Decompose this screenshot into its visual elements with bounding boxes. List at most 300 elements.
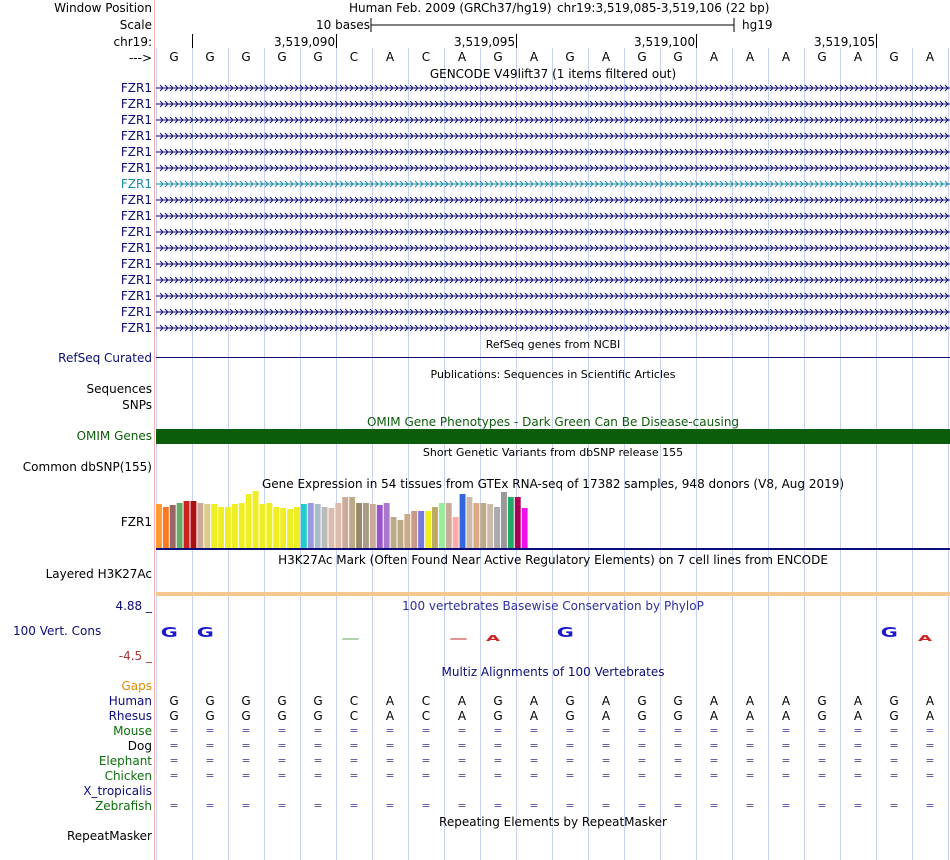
gtex-tissue-bar[interactable] bbox=[487, 504, 493, 548]
gtex-tissue-bar[interactable] bbox=[480, 503, 486, 548]
gtex-tissue-bar[interactable] bbox=[177, 503, 183, 548]
alignment-match: = bbox=[925, 739, 935, 752]
gtex-tissue-bar[interactable] bbox=[253, 491, 259, 548]
alignment-base: C bbox=[349, 709, 359, 723]
gtex-tissue-bar[interactable] bbox=[301, 504, 307, 548]
transcript-strand-arrows bbox=[156, 114, 950, 126]
gaps-label: Gaps bbox=[121, 679, 152, 693]
scale-label: Scale bbox=[119, 18, 152, 32]
reference-base: A bbox=[529, 50, 539, 64]
species-label[interactable]: Chicken bbox=[104, 769, 152, 783]
alignment-base: A bbox=[601, 709, 611, 723]
alignment-match: = bbox=[385, 754, 395, 767]
gtex-tissue-bar[interactable] bbox=[460, 494, 466, 548]
transcript-strand-arrows bbox=[156, 306, 950, 318]
alignment-match: = bbox=[457, 739, 467, 752]
alignment-match: = bbox=[169, 739, 179, 752]
publications-sequences-label[interactable]: Sequences bbox=[86, 382, 152, 396]
alignment-base: G bbox=[493, 694, 503, 708]
publications-title[interactable]: Publications: Sequences in Scientific Articles bbox=[430, 368, 676, 381]
transcript-strand-arrows bbox=[156, 82, 950, 94]
alignment-match: = bbox=[565, 724, 575, 737]
gtex-tissue-bar[interactable] bbox=[356, 503, 362, 548]
alignment-match: = bbox=[853, 799, 863, 812]
gtex-gene-label[interactable]: FZR1 bbox=[120, 515, 152, 529]
gtex-tissue-bar[interactable] bbox=[370, 504, 376, 548]
alignment-match: = bbox=[313, 724, 323, 737]
gencode-title[interactable]: GENCODE V49lift37 (1 items filtered out) bbox=[429, 67, 677, 81]
transcript-strand-arrows bbox=[156, 258, 950, 270]
alignment-match: = bbox=[349, 739, 359, 752]
reference-base: G bbox=[241, 50, 251, 64]
gtex-tissue-bar[interactable] bbox=[473, 503, 479, 548]
gtex-tissue-bar[interactable] bbox=[439, 503, 445, 548]
alignment-base: G bbox=[169, 694, 179, 708]
alignment-match: = bbox=[709, 769, 719, 782]
reference-base: G bbox=[169, 50, 179, 64]
alignment-base: G bbox=[205, 709, 215, 723]
gtex-tissue-bar[interactable] bbox=[260, 504, 266, 548]
alignment-match: = bbox=[745, 724, 755, 737]
gtex-tissue-bar[interactable] bbox=[467, 497, 473, 548]
gtex-tissue-bar[interactable] bbox=[453, 517, 459, 548]
alignment-base: A bbox=[781, 694, 791, 708]
alignment-base: C bbox=[421, 694, 431, 708]
reference-base: A bbox=[781, 50, 791, 64]
alignment-match: = bbox=[709, 799, 719, 812]
alignment-base: G bbox=[817, 694, 827, 708]
transcript-strand-arrows bbox=[156, 226, 950, 238]
alignment-match: = bbox=[241, 739, 251, 752]
reference-base: G bbox=[817, 50, 827, 64]
alignment-match: = bbox=[241, 769, 251, 782]
alignment-base: A bbox=[529, 694, 539, 708]
alignment-base: G bbox=[313, 694, 323, 708]
alignment-match: = bbox=[673, 799, 683, 812]
gencode-item-label[interactable]: FZR1 bbox=[120, 225, 152, 239]
gencode-item-label[interactable]: FZR1 bbox=[120, 97, 152, 111]
alignment-match: = bbox=[529, 799, 539, 812]
alignment-base: G bbox=[169, 709, 179, 723]
alignment-base: G bbox=[241, 709, 251, 723]
alignment-match: = bbox=[349, 799, 359, 812]
alignment-match: = bbox=[565, 769, 575, 782]
gtex-tissue-bar[interactable] bbox=[156, 504, 162, 548]
alignment-match: = bbox=[673, 754, 683, 767]
gtex-tissue-bar[interactable] bbox=[335, 503, 341, 548]
ruler-tick bbox=[696, 34, 697, 48]
gencode-item-label[interactable]: FZR1 bbox=[120, 193, 152, 207]
alignment-match: = bbox=[385, 739, 395, 752]
alignment-match: = bbox=[457, 724, 467, 737]
alignment-match: = bbox=[205, 739, 215, 752]
gencode-item-label[interactable]: FZR1 bbox=[120, 81, 152, 95]
alignment-match: = bbox=[313, 799, 323, 812]
window-position-label: Window Position bbox=[54, 1, 152, 15]
gtex-tissue-bar[interactable] bbox=[349, 497, 355, 548]
alignment-match: = bbox=[601, 724, 611, 737]
alignment-base: A bbox=[709, 709, 719, 723]
gtex-tissue-bar[interactable] bbox=[163, 507, 169, 548]
alignment-match: = bbox=[349, 769, 359, 782]
cons-base: A bbox=[485, 634, 501, 644]
ruler-tick bbox=[192, 34, 193, 48]
refseq-label[interactable]: RefSeq Curated bbox=[58, 351, 152, 365]
db-label: hg19 bbox=[742, 18, 773, 32]
alignment-base: G bbox=[817, 709, 827, 723]
alignment-match: = bbox=[529, 769, 539, 782]
species-label[interactable]: Mouse bbox=[113, 724, 152, 738]
ruler-tick-label: 3,519,105 bbox=[814, 35, 876, 49]
gtex-tissue-bar[interactable] bbox=[218, 507, 224, 548]
gencode-item-label[interactable]: FZR1 bbox=[120, 257, 152, 271]
multiz-title[interactable]: Multiz Alignments of 100 Vertebrates bbox=[441, 665, 665, 679]
alignment-match: = bbox=[781, 769, 791, 782]
alignment-base: A bbox=[745, 709, 755, 723]
alignment-match: = bbox=[925, 724, 935, 737]
reference-base: G bbox=[565, 50, 575, 64]
gtex-tissue-bar[interactable] bbox=[232, 504, 238, 548]
alignment-match: = bbox=[781, 754, 791, 767]
gencode-transcript[interactable] bbox=[156, 274, 950, 286]
alignment-match: = bbox=[313, 769, 323, 782]
alignment-match: = bbox=[817, 754, 827, 767]
gtex-tissue-bar[interactable] bbox=[225, 507, 231, 548]
gtex-tissue-bar[interactable] bbox=[411, 511, 417, 548]
gencode-item-label[interactable]: FZR1 bbox=[120, 129, 152, 143]
cons-base: — bbox=[341, 634, 360, 644]
gtex-tissue-bar[interactable] bbox=[170, 505, 176, 548]
alignment-match: = bbox=[313, 739, 323, 752]
alignment-match: = bbox=[457, 754, 467, 767]
alignment-match: = bbox=[853, 739, 863, 752]
gencode-item-label[interactable]: FZR1 bbox=[120, 289, 152, 303]
repeatmasker-title[interactable]: Repeating Elements by RepeatMasker bbox=[439, 815, 667, 829]
gtex-tissue-bar[interactable] bbox=[432, 507, 438, 548]
alignment-match: = bbox=[493, 739, 503, 752]
alignment-match: = bbox=[457, 769, 467, 782]
h3k27ac-title[interactable]: H3K27Ac Mark (Often Found Near Active Regulatory Elements) on 7 cell lines from ENCODE bbox=[278, 553, 828, 567]
gencode-transcript[interactable] bbox=[156, 146, 950, 158]
gtex-tissue-bar[interactable] bbox=[246, 494, 252, 548]
gtex-tissue-bar[interactable] bbox=[329, 508, 335, 548]
alignment-match: = bbox=[421, 724, 431, 737]
gencode-transcript[interactable] bbox=[156, 178, 950, 190]
alignment-match: = bbox=[421, 769, 431, 782]
omim-label[interactable]: OMIM Genes bbox=[76, 429, 152, 443]
transcript-strand-arrows bbox=[156, 274, 950, 286]
alignment-base: G bbox=[205, 694, 215, 708]
gtex-tissue-bar[interactable] bbox=[363, 503, 369, 548]
gencode-item-label[interactable]: FZR1 bbox=[120, 305, 152, 319]
gtex-tissue-bar[interactable] bbox=[446, 503, 452, 548]
track-image-area[interactable] bbox=[156, 0, 950, 860]
alignment-base: A bbox=[745, 694, 755, 708]
gtex-tissue-bar[interactable] bbox=[191, 501, 197, 548]
alignment-base: G bbox=[889, 694, 899, 708]
gtex-tissue-bar[interactable] bbox=[308, 503, 314, 548]
alignment-base: C bbox=[349, 694, 359, 708]
alignment-base: A bbox=[709, 694, 719, 708]
gtex-tissue-bar[interactable] bbox=[273, 507, 279, 548]
strand-arrow-label[interactable]: ---> bbox=[128, 51, 152, 65]
alignment-match: = bbox=[745, 769, 755, 782]
alignment-base: G bbox=[493, 709, 503, 723]
alignment-match: = bbox=[493, 799, 503, 812]
scale-text: 10 bases bbox=[316, 18, 370, 32]
alignment-match: = bbox=[565, 799, 575, 812]
alignment-base: A bbox=[385, 694, 395, 708]
cons-base: G bbox=[556, 626, 574, 641]
alignment-match: = bbox=[889, 799, 899, 812]
gtex-tissue-bar[interactable] bbox=[425, 511, 431, 548]
transcript-strand-arrows bbox=[156, 290, 950, 302]
gtex-tissue-bar[interactable] bbox=[342, 497, 348, 548]
transcript-strand-arrows bbox=[156, 130, 950, 142]
cons-base: G bbox=[880, 626, 898, 641]
alignment-match: = bbox=[565, 739, 575, 752]
alignment-base: G bbox=[673, 709, 683, 723]
gencode-item-label[interactable]: FZR1 bbox=[120, 177, 152, 191]
alignment-match: = bbox=[817, 739, 827, 752]
publications-snps-label[interactable]: SNPs bbox=[122, 398, 152, 412]
alignment-match: = bbox=[745, 754, 755, 767]
alignment-base: A bbox=[457, 694, 467, 708]
alignment-match: = bbox=[817, 724, 827, 737]
cons-label[interactable]: 100 Vert. Cons bbox=[13, 624, 102, 638]
alignment-match: = bbox=[241, 724, 251, 737]
alignment-match: = bbox=[421, 799, 431, 812]
transcript-strand-arrows bbox=[156, 242, 950, 254]
gencode-transcript[interactable] bbox=[156, 226, 950, 238]
reference-base: C bbox=[421, 50, 431, 64]
gtex-tissue-bar[interactable] bbox=[377, 505, 383, 548]
gencode-transcript[interactable] bbox=[156, 306, 950, 318]
species-label[interactable]: Dog bbox=[127, 739, 152, 753]
track-label-column bbox=[0, 0, 155, 860]
alignment-match: = bbox=[673, 724, 683, 737]
species-label[interactable]: Rhesus bbox=[108, 709, 152, 723]
gtex-tissue-bar[interactable] bbox=[398, 520, 404, 548]
h3k27ac-label[interactable]: Layered H3K27Ac bbox=[45, 567, 152, 581]
gencode-transcript[interactable] bbox=[156, 322, 950, 334]
alignment-base: C bbox=[421, 709, 431, 723]
repeatmasker-label[interactable]: RepeatMasker bbox=[66, 829, 152, 843]
gtex-tissue-bar[interactable] bbox=[315, 504, 321, 548]
gencode-item-label[interactable]: FZR1 bbox=[120, 145, 152, 159]
gtex-tissue-bar[interactable] bbox=[280, 508, 286, 548]
cons-min-label: -4.5 _ bbox=[118, 649, 152, 663]
cons-base: A bbox=[917, 634, 933, 644]
dbsnp-title[interactable]: Short Genetic Variants from dbSNP release 155 bbox=[422, 446, 684, 459]
alignment-match: = bbox=[601, 739, 611, 752]
h3k27ac-signal bbox=[156, 592, 950, 596]
gencode-transcript[interactable] bbox=[156, 210, 950, 222]
gencode-item-label[interactable]: FZR1 bbox=[120, 161, 152, 175]
dbsnp-label[interactable]: Common dbSNP(155) bbox=[22, 460, 152, 474]
gtex-tissue-bar[interactable] bbox=[515, 497, 521, 548]
reference-base: G bbox=[673, 50, 683, 64]
alignment-match: = bbox=[709, 754, 719, 767]
alignment-match: = bbox=[817, 799, 827, 812]
gtex-tissue-bar[interactable] bbox=[322, 507, 328, 548]
alignment-match: = bbox=[493, 754, 503, 767]
alignment-match: = bbox=[817, 769, 827, 782]
gencode-item-label[interactable]: FZR1 bbox=[120, 321, 152, 335]
cons-title[interactable]: 100 vertebrates Basewise Conservation by PhyloP bbox=[402, 599, 704, 613]
gtex-expression-bars[interactable] bbox=[156, 490, 556, 548]
alignment-base: G bbox=[565, 709, 575, 723]
alignment-base: G bbox=[673, 694, 683, 708]
alignment-match: = bbox=[385, 769, 395, 782]
reference-base: A bbox=[853, 50, 863, 64]
reference-base: A bbox=[601, 50, 611, 64]
alignment-base: G bbox=[313, 709, 323, 723]
alignment-match: = bbox=[601, 754, 611, 767]
alignment-match: = bbox=[205, 799, 215, 812]
alignment-match: = bbox=[529, 739, 539, 752]
gtex-tissue-bar[interactable] bbox=[522, 508, 528, 548]
alignment-base: G bbox=[241, 694, 251, 708]
gtex-tissue-bar[interactable] bbox=[494, 507, 500, 548]
alignment-match: = bbox=[205, 769, 215, 782]
gencode-transcript[interactable] bbox=[156, 242, 950, 254]
reference-base: G bbox=[277, 50, 287, 64]
alignment-match: = bbox=[385, 724, 395, 737]
gencode-transcript[interactable] bbox=[156, 290, 950, 302]
alignment-match: = bbox=[421, 739, 431, 752]
alignment-match: = bbox=[709, 724, 719, 737]
species-label[interactable]: Zebrafish bbox=[95, 799, 152, 813]
position-title: chr19:3,519,085-3,519,106 (22 bp) bbox=[557, 1, 770, 15]
alignment-base: A bbox=[925, 694, 935, 708]
reference-base: A bbox=[457, 50, 467, 64]
alignment-base: G bbox=[889, 709, 899, 723]
gencode-transcript[interactable] bbox=[156, 258, 950, 270]
gtex-tissue-bar[interactable] bbox=[266, 503, 272, 548]
gtex-tissue-bar[interactable] bbox=[384, 503, 390, 548]
gencode-transcript[interactable] bbox=[156, 82, 950, 94]
omim-feature-bar[interactable] bbox=[156, 429, 950, 444]
species-label[interactable]: Elephant bbox=[98, 754, 152, 768]
alignment-match: = bbox=[925, 769, 935, 782]
gtex-tissue-bar[interactable] bbox=[294, 507, 300, 548]
alignment-match: = bbox=[277, 799, 287, 812]
refseq-title[interactable]: RefSeq genes from NCBI bbox=[485, 338, 621, 351]
gencode-item-label[interactable]: FZR1 bbox=[120, 241, 152, 255]
gtex-tissue-bar[interactable] bbox=[197, 503, 203, 548]
reference-base: A bbox=[709, 50, 719, 64]
gtex-title[interactable]: Gene Expression in 54 tissues from GTEx RNA-seq of 17382 samples, 948 donors (V8, Aug 2019) bbox=[261, 477, 845, 491]
alignment-match: = bbox=[889, 724, 899, 737]
alignment-match: = bbox=[313, 754, 323, 767]
cons-max-label: 4.88 _ bbox=[115, 599, 152, 613]
gtex-tissue-bar[interactable] bbox=[501, 492, 507, 548]
assembly-title: Human Feb. 2009 (GRCh37/hg19) bbox=[349, 1, 552, 15]
alignment-match: = bbox=[637, 769, 647, 782]
ruler-tick-label: 3,519,090 bbox=[274, 35, 336, 49]
gtex-tissue-bar[interactable] bbox=[391, 517, 397, 548]
alignment-match: = bbox=[349, 754, 359, 767]
alignment-match: = bbox=[493, 769, 503, 782]
refseq-line bbox=[156, 357, 950, 358]
gtex-tissue-bar[interactable] bbox=[508, 497, 514, 548]
alignment-match: = bbox=[925, 754, 935, 767]
alignment-match: = bbox=[781, 724, 791, 737]
species-label[interactable]: Human bbox=[108, 694, 152, 708]
alignment-match: = bbox=[205, 754, 215, 767]
alignment-match: = bbox=[493, 724, 503, 737]
transcript-strand-arrows bbox=[156, 146, 950, 158]
reference-base: G bbox=[205, 50, 215, 64]
alignment-match: = bbox=[637, 739, 647, 752]
gencode-transcript[interactable] bbox=[156, 114, 950, 126]
alignment-match: = bbox=[601, 769, 611, 782]
alignment-match: = bbox=[889, 754, 899, 767]
alignment-match: = bbox=[745, 739, 755, 752]
alignment-match: = bbox=[673, 739, 683, 752]
omim-title[interactable]: OMIM Gene Phenotypes - Dark Green Can Be Disease-causing bbox=[366, 415, 740, 429]
ruler-tick-label: 3,519,095 bbox=[454, 35, 516, 49]
alignment-match: = bbox=[277, 754, 287, 767]
chrom-label: chr19: bbox=[113, 35, 152, 49]
alignment-match: = bbox=[781, 739, 791, 752]
reference-base: A bbox=[385, 50, 395, 64]
alignment-match: = bbox=[349, 724, 359, 737]
alignment-match: = bbox=[277, 769, 287, 782]
reference-base: G bbox=[637, 50, 647, 64]
alignment-match: = bbox=[241, 754, 251, 767]
cons-base: G bbox=[160, 626, 178, 641]
gencode-item-label[interactable]: FZR1 bbox=[120, 273, 152, 287]
reference-base: A bbox=[925, 50, 935, 64]
gtex-tissue-bar[interactable] bbox=[418, 511, 424, 548]
gencode-transcript[interactable] bbox=[156, 194, 950, 206]
label-separator bbox=[154, 0, 155, 860]
gtex-tissue-bar[interactable] bbox=[404, 514, 410, 548]
alignment-base: G bbox=[277, 709, 287, 723]
ruler-tick-label: 3,519,100 bbox=[634, 35, 696, 49]
ruler-tick bbox=[336, 34, 337, 48]
gtex-tissue-bar[interactable] bbox=[204, 504, 210, 548]
alignment-base: G bbox=[637, 694, 647, 708]
species-label[interactable]: X_tropicalis bbox=[83, 784, 152, 798]
alignment-match: = bbox=[277, 739, 287, 752]
gencode-item-label[interactable]: FZR1 bbox=[120, 209, 152, 223]
alignment-match: = bbox=[205, 724, 215, 737]
alignment-match: = bbox=[421, 754, 431, 767]
alignment-base: A bbox=[385, 709, 395, 723]
gtex-tissue-bar[interactable] bbox=[211, 504, 217, 548]
gencode-transcript[interactable] bbox=[156, 162, 950, 174]
gtex-tissue-bar[interactable] bbox=[184, 501, 190, 548]
alignment-match: = bbox=[889, 769, 899, 782]
alignment-base: G bbox=[565, 694, 575, 708]
alignment-match: = bbox=[565, 754, 575, 767]
alignment-match: = bbox=[709, 739, 719, 752]
gtex-tissue-bar[interactable] bbox=[239, 503, 245, 548]
gencode-transcript[interactable] bbox=[156, 130, 950, 142]
gtex-baseline bbox=[156, 548, 950, 550]
transcript-strand-arrows bbox=[156, 194, 950, 206]
transcript-strand-arrows bbox=[156, 322, 950, 334]
gtex-tissue-bar[interactable] bbox=[287, 509, 293, 548]
alignment-match: = bbox=[529, 724, 539, 737]
cons-base: — bbox=[449, 634, 468, 644]
transcript-strand-arrows bbox=[156, 178, 950, 190]
gencode-transcript[interactable] bbox=[156, 98, 950, 110]
gencode-item-label[interactable]: FZR1 bbox=[120, 113, 152, 127]
